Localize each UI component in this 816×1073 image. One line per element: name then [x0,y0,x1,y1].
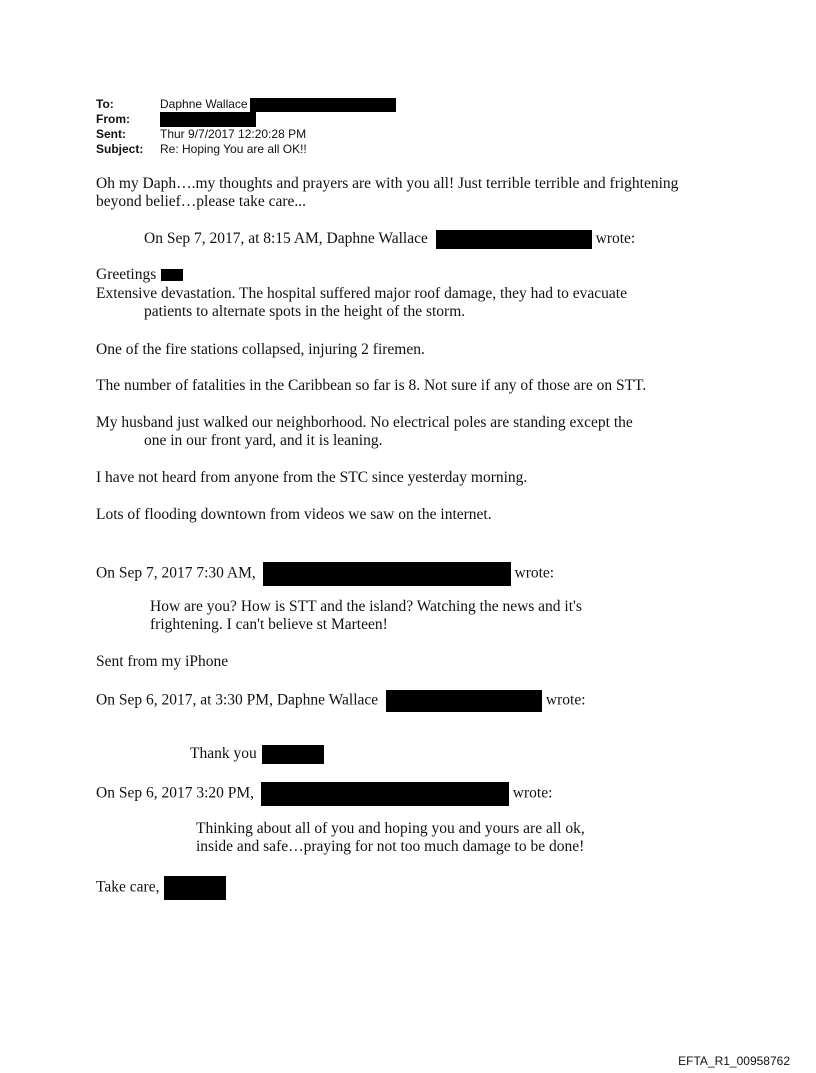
husband-line-2: one in our front yard, and it is leaning. [144,432,383,449]
take-care [96,876,226,900]
redaction-block [161,269,183,281]
greeting [96,266,183,284]
quote-header-suffix: wrote: [545,691,586,709]
quote-header-3 [96,690,586,712]
from-value [160,112,256,127]
how-are-you-line-1: How are you? How is STT and the island? Watching the news and it's [150,598,582,615]
reply-line-1: Oh my Daph….my thoughts and prayers are with you all! Just terrible terrible and frightening [96,175,679,192]
quote-header-1 [144,230,635,249]
quote-header-suffix: wrote: [512,784,553,802]
from-row [96,112,396,127]
redaction-block [250,98,396,112]
sent-row [96,127,396,142]
take-care-text: Take care, [96,878,160,896]
redaction-block [436,230,592,249]
sent-from-iphone: Sent from my iPhone [96,653,229,670]
fatalities-text: The number of fatalities in the Caribbean so far is 8. Not sure if any of those are on STT. [96,377,647,394]
sent-value: Thur 9/7/2017 12:20:28 PM [160,127,307,141]
redaction-block [164,876,226,900]
husband-line-1: My husband just walked our neighborhood. No electrical poles are standing except the [96,414,633,431]
quote-header-prefix: On Sep 6, 2017 3:20 PM, [96,784,255,802]
redaction-block [261,782,509,806]
stc-text: I have not heard from anyone from the STC since yesterday morning. [96,469,528,486]
to-name: Daphne Wallace [160,97,248,111]
devastation-line-2: patients to alternate spots in the height of the storm. [144,303,466,320]
thinking-line-1: Thinking about all of you and hoping you and yours are all ok, [196,820,585,837]
devastation-line-1: Extensive devastation. The hospital suffered major roof damage, they had to evacuate [96,285,627,302]
redaction-block [263,562,511,586]
document-id: EFTA_R1_00958762 [678,1054,790,1068]
flooding-text: Lots of flooding downtown from videos we saw on the internet. [96,506,492,523]
subject-row [96,142,396,157]
to-value [160,97,396,112]
reply-line-2: beyond belief…please take care... [96,193,307,210]
quote-header-2 [96,562,554,586]
quote-header-4 [96,782,552,806]
subject-label: Subject: [96,142,144,156]
quote-header-prefix: On Sep 7, 2017 7:30 AM, [96,564,256,582]
to-row [96,97,396,112]
quote-header-suffix: wrote: [595,230,636,248]
to-label: To: [96,97,114,111]
fire-station-text: One of the fire stations collapsed, injuring 2 firemen. [96,341,425,358]
quote-header-suffix: wrote: [514,564,555,582]
thank-you-text: Thank you [190,745,257,763]
quote-header-prefix: On Sep 7, 2017, at 8:15 AM, Daphne Wallace [144,230,428,248]
from-label: From: [96,112,130,126]
redaction-block [386,690,542,712]
quote-header-prefix: On Sep 6, 2017, at 3:30 PM, Daphne Wallace [96,691,379,709]
redaction-block [160,112,256,127]
redaction-block [262,745,324,764]
greeting-text: Greetings [96,266,157,283]
email-header [96,97,396,157]
sent-label: Sent: [96,127,126,141]
how-are-you-line-2: frightening. I can't believe st Marteen! [150,616,388,633]
thinking-line-2: inside and safe…praying for not too much damage to be done! [196,838,585,855]
thank-you [190,745,324,764]
subject-value: Re: Hoping You are all OK!! [160,142,307,156]
